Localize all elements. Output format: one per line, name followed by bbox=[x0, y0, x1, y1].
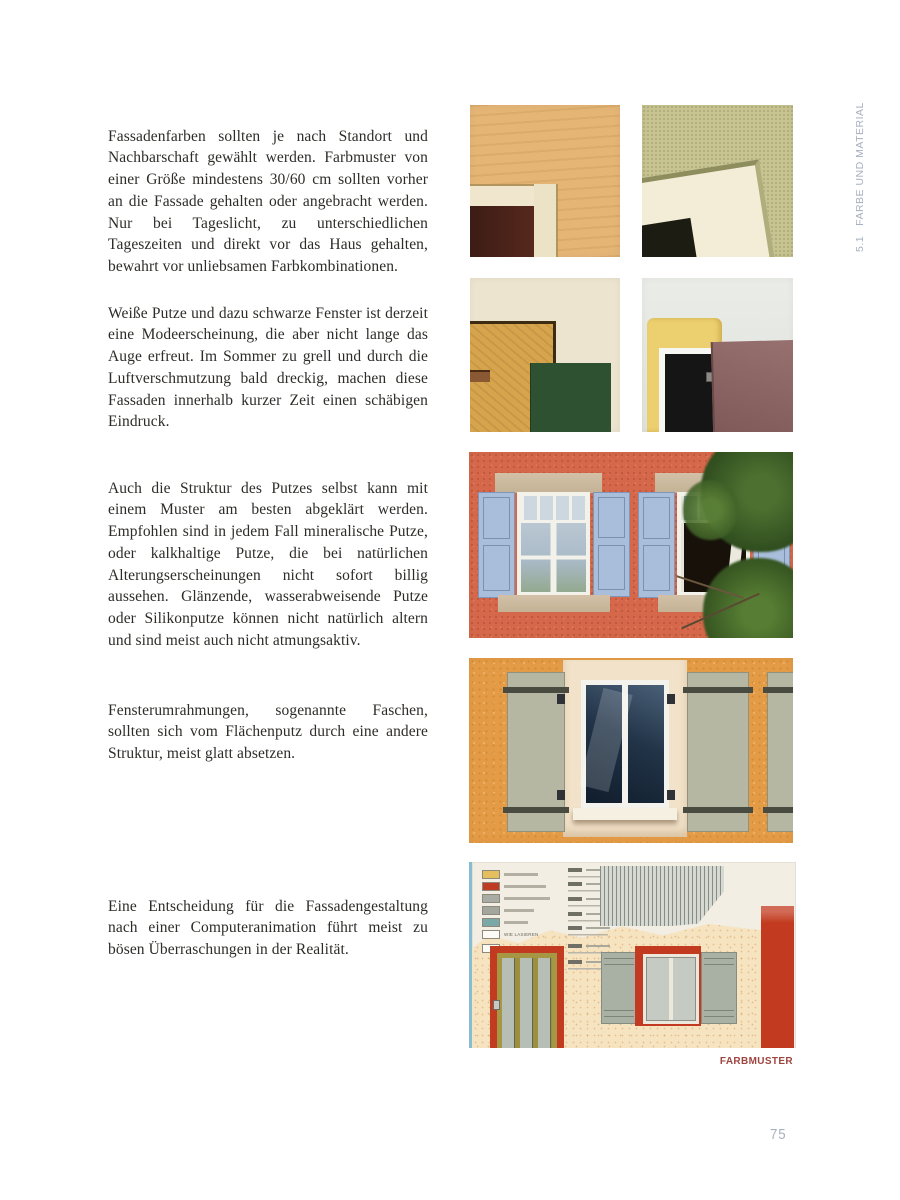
window-frame bbox=[659, 348, 719, 432]
swatch-grey bbox=[482, 894, 500, 903]
red-corner-band bbox=[761, 906, 794, 1048]
green-shutter bbox=[530, 363, 611, 432]
drawn-shutter bbox=[601, 952, 637, 1024]
corrugated-cladding-sketch bbox=[600, 866, 724, 926]
photo-gold-fasche-green-shutter bbox=[470, 278, 620, 432]
legend-row bbox=[482, 882, 546, 891]
chapter-number: 5.1 bbox=[854, 235, 866, 252]
hinge bbox=[557, 694, 565, 704]
legend-row bbox=[482, 894, 550, 903]
legend-label bbox=[504, 909, 534, 912]
window-sill bbox=[470, 370, 490, 382]
dark-window-opening bbox=[470, 206, 534, 257]
paragraph-struktur-putz: Auch die Struktur des Putzes selbst kann mit einem Muster am besten abgeklärt werden. Empfohlen sind in jedem Fall mineralische Putze, oder kalkhaltige Putze, die bei natürlichen Alterungserscheinungen nicht sofort billig aussehen. Glänzende, wasserabweisende Putze oder Silikonputze können nicht natürlich altern und sind meist auch nicht atmungsaktiv. bbox=[108, 479, 428, 650]
door-panels bbox=[502, 958, 552, 1048]
transom-panes bbox=[521, 496, 586, 523]
sandstone-lintel bbox=[495, 473, 602, 493]
foliage bbox=[683, 480, 738, 540]
page-number: 75 bbox=[770, 1126, 787, 1143]
sage-shutter bbox=[687, 672, 749, 832]
legend-label bbox=[504, 873, 538, 876]
legend-note: WIE LASIEREN bbox=[504, 932, 539, 937]
window-surround-cream bbox=[642, 159, 777, 257]
sandstone-sill bbox=[498, 595, 610, 612]
dark-window-opening bbox=[642, 218, 701, 257]
hinge bbox=[667, 694, 675, 704]
casement-glass bbox=[521, 523, 586, 592]
blue-shutter bbox=[638, 492, 675, 598]
swatch-white bbox=[482, 930, 500, 939]
legend-row bbox=[482, 870, 538, 879]
door-handle bbox=[493, 1000, 500, 1010]
photo-yellow-fasche-mauve-shutter bbox=[642, 278, 793, 432]
door-frame-olive bbox=[497, 953, 557, 1048]
blue-shutter bbox=[478, 492, 515, 598]
window-frame bbox=[581, 680, 669, 808]
swatch-ochre bbox=[482, 870, 500, 879]
paragraph-fensterumrahmungen: Fensterumrahmungen, sogenannte Faschen, sollten sich vom Flächenputz durch eine andere Struktur, meist glatt absetzen. bbox=[108, 701, 428, 763]
hinge bbox=[667, 790, 675, 800]
legend-row bbox=[482, 918, 528, 927]
photo-window-corner-tan bbox=[470, 105, 620, 257]
chapter-title: FARBE UND MATERIAL bbox=[854, 102, 866, 226]
annotation bbox=[568, 926, 614, 937]
drawn-shutter bbox=[701, 952, 737, 1024]
swatch-red bbox=[482, 882, 500, 891]
swatch-grey bbox=[482, 906, 500, 915]
window-surround-side bbox=[534, 184, 558, 257]
photo-orange-facade-sage-shutters bbox=[469, 658, 793, 843]
legend-label bbox=[504, 885, 546, 888]
figure-caption: FARBMUSTER bbox=[719, 1055, 793, 1067]
legend-label bbox=[504, 897, 550, 900]
legend-row bbox=[482, 906, 534, 915]
hinge bbox=[557, 790, 565, 800]
legend-row bbox=[482, 930, 538, 939]
paragraph-weisse-putze: Weiße Putze und dazu schwarze Fenster ist derzeit eine Modeerscheinung, die aber nicht lange das Auge erfreut. Im Sommer zu grell und durch die Luftverschmutzung bald dreckig, machen diese Fassaden innerhalb kurzer Zeit einen schäbigen Eindruck. bbox=[108, 304, 428, 431]
photo-window-corner-olive bbox=[642, 105, 793, 257]
drawn-window bbox=[643, 954, 699, 1024]
paragraph-computeranimation: Eine Entscheidung für die Fassadengestaltung nach einer Computeranimation führt meist zu bösen Überraschungen in der Realität. bbox=[108, 897, 428, 959]
photo-red-facade-blue-shutters bbox=[469, 452, 793, 638]
drawing-farbmuster bbox=[469, 862, 796, 1048]
blue-shutter bbox=[593, 492, 630, 597]
swatch-teal bbox=[482, 918, 500, 927]
mauve-shutter bbox=[711, 340, 793, 432]
legend-label bbox=[504, 921, 528, 924]
window-closed bbox=[517, 492, 590, 596]
sage-shutter-partial bbox=[767, 672, 793, 832]
paragraph-fassadenfarben: Fassadenfarben sollten je nach Standort und Nachbarschaft gewählt werden. Farbmuster von einer Größe mindestens 30/60 cm sollten vorher an die Fassade gehalten oder angebracht werden. Nur bei Tageslicht, zu unterschiedlichen Tageszeiten und direkt vor das Haus gehalten, bewahrt vor unliebsamen Farbkombinationen. bbox=[108, 127, 428, 276]
chapter-side-label bbox=[854, 92, 866, 252]
window-sill bbox=[573, 808, 677, 820]
